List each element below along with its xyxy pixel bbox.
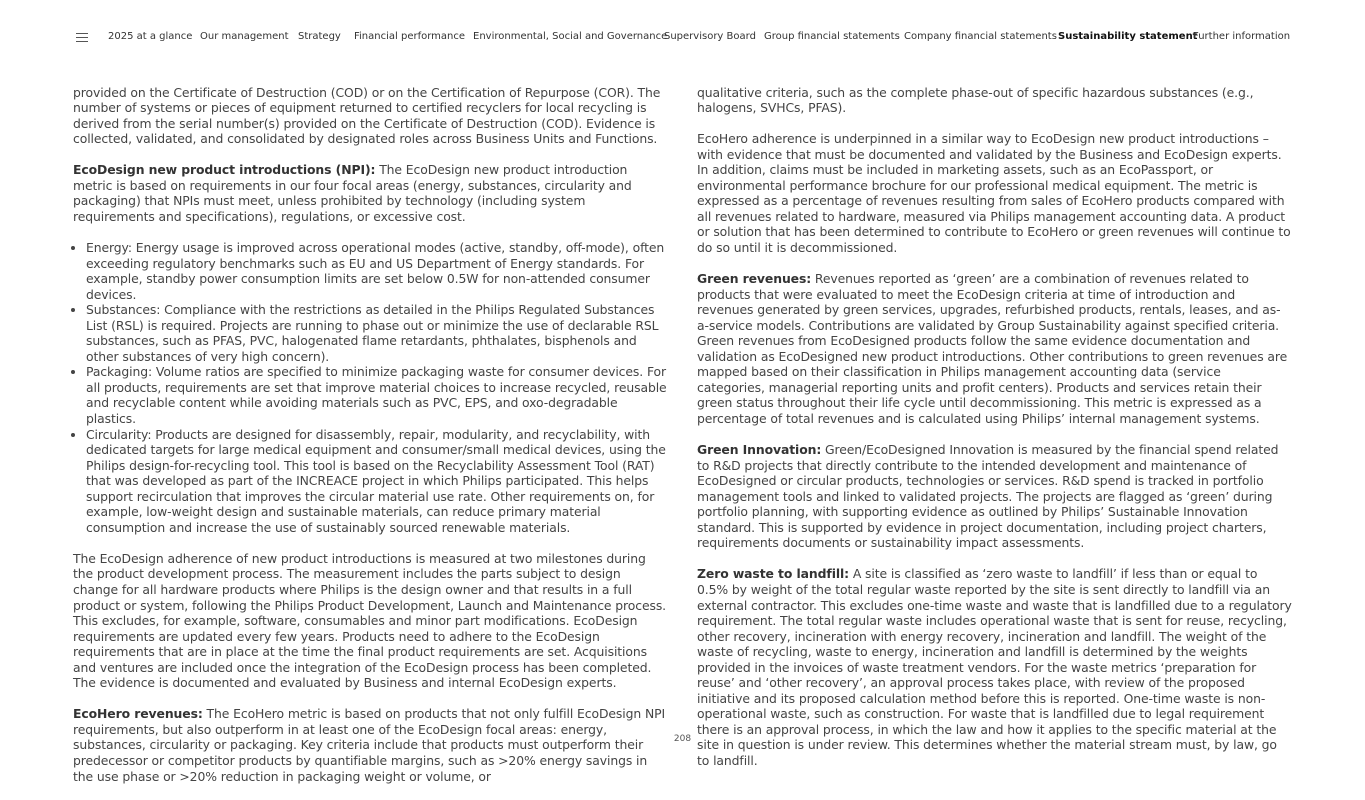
menu-icon[interactable]	[76, 33, 88, 42]
zero-waste-heading: Zero waste to landfill:	[697, 566, 849, 582]
npi-heading: EcoDesign new product introductions (NPI):	[73, 162, 376, 178]
paragraph-cod: provided on the Certificate of Destruction (COD) or on the Certification of Repurpose (COR). The number of systems or pieces of equipment returned to certified recyclers for local recycling is derived from the serial number(s) provided on the Certificate of Destruction (COD). Evidence is collected, validated, and consolidated by designated roles across Business Units and Functions.	[73, 84, 661, 147]
nav-item-2025-at-a-glance[interactable]: 2025 at a glance	[108, 31, 193, 42]
right-column	[697, 85, 1292, 785]
top-navigation	[0, 0, 1365, 74]
nav-item-our-management[interactable]: Our management	[200, 31, 289, 42]
list-item: • Substances: Compliance with the restrictions as detailed in the Philips Regulated Substances List (RSL) is required. Projects are running to phase out or minimize the use of declarable RSL substances, such as PFAS, PVC, halogenated flame retardants, phthalates, bisphenols and other substances of very high concern).	[86, 302, 668, 364]
green-innovation-heading: Green Innovation:	[697, 442, 822, 458]
nav-item-further-information[interactable]: Further information	[1193, 31, 1291, 42]
paragraph-ecohero-adherence: EcoHero adherence is underpinned in a similar way to EcoDesign new product introductions – with evidence that must be documented and validated by the Business and EcoDesign experts. In addition, claims must be included in marketing assets, such as an EcoPassport, or environmental performance brochure for our professional medical equipment. The metric is expressed as a percentage of revenues resulting from sales of EcoHero products compared with all revenues related to hardware, measured via Philips management accounting data. A product or solution that has been determined to contribute to EcoHero or green revenues will continue to do so until it is decommissioned.	[697, 131, 1291, 255]
paragraph-qualitative-criteria: qualitative criteria, such as the complete phase-out of specific hazardous substances (e.g., halogens, SVHCs, PFAS).	[697, 84, 1254, 116]
nav-item-financial-performance[interactable]: Financial performance	[354, 31, 466, 42]
page-number: 208	[673, 734, 692, 744]
paragraph-ecodesign-adherence: The EcoDesign adherence of new product introductions is measured at two milestones during the product development process. The measurement includes the parts subject to design change for all hardware products where Philips is the design owner and that results in a full product or system, following the Philips Product Development, Launch and Maintenance process. This excludes, for example, software, consumables and minor part modifications. EcoDesign requirements are updated every few years. Products need to adhere to the EcoDesign requirements that are in place at the time the final product requirements are set. Acquisitions and ventures are included once the integration of the EcoDesign process has been completed. The evidence is documented and evaluated by Business and internal EcoDesign experts.	[73, 550, 667, 691]
nav-item-strategy[interactable]: Strategy	[298, 31, 341, 42]
left-column	[73, 85, 668, 800]
paragraph-green-innovation	[697, 442, 1292, 551]
nav-item-esg[interactable]: Environmental, Social and Governance	[473, 31, 668, 42]
list-item: • Packaging: Volume ratios are specified to minimize packaging waste for consumer devices. For all products, requirements are set that improve material choices to increase recycled, reusable and recyclable content while avoiding materials such as PVC, EPS, and oxo-degradable plastics.	[86, 364, 668, 426]
nav-item-company-financial-statements[interactable]: Company financial statements	[904, 31, 1057, 42]
list-item: • Energy: Energy usage is improved across operational modes (active, standby, off-mode), often exceeding regulatory benchmarks such as EU and US Department of Energy standards. For example, standby power consumption limits are set below 0.5W for non-attended consumer devices.	[86, 240, 668, 302]
list-item: • Circularity: Products are designed for disassembly, repair, modularity, and recyclability, with dedicated targets for large medical equipment and consumer/small medical devices, using the Philips design-for-recycling tool. This tool is based on the Recyclability Assessment Tool (RAT) that was developed as part of the INCREACE project in which Philips participated. This helps support recirculation that improves the circular material use rate. Other requirements on, for example, low-weight design and sustainable materials, can reduce primary material consumption and increase the use of sustainably sourced renewable materials.	[86, 427, 668, 536]
green-revenues-text: Revenues reported as ‘green’ are a combination of revenues related to products that were evaluated to meet the EcoDesign criteria at time of introduction and revenues generated by green services, upgrades, refurbished products, rentals, leases, and as-a-service models. Contributions are validated by Group Sustainability against specified criteria. Green revenues from EcoDesigned products follow the same evidence documentation and validation as EcoDesigned new product introductions. Other contributions to green revenues are mapped based on their classification in Philips management accounting data (service categories, managerial reporting units and profit centers). Products and services retain their green status throughout their life cycle until decommissioning. This metric is expressed as a percentage of total revenues and is calculated using Philips’ internal management systems.	[697, 271, 1288, 426]
green-innovation-text: Green/EcoDesigned Innovation is measured by the financial spend related to R&D projects that directly contribute to the intended development and maintenance of EcoDesigned or circular products, technologies or services. R&D spend is tracked in portfolio management tools and linked to validated projects. The projects are flagged as ‘green’ during portfolio planning, with supporting evidence as outlined by Philips’ Sustainable Innovation standard. This is supported by evidence in project documentation, including project charters, requirements documents or sustainability impact assessments.	[697, 442, 1279, 551]
green-revenues-heading: Green revenues:	[697, 271, 812, 287]
nav-item-supervisory-board[interactable]: Supervisory Board	[664, 31, 756, 42]
npi-text: The EcoDesign new product introduction metric is based on requirements in our four focal areas (energy, substances, circularity and packaging) that NPIs must meet, unless prohibited by technology (including system requirements and specifications), regulations, or excessive cost.	[73, 162, 632, 224]
focal-areas-list	[73, 240, 668, 535]
ecohero-heading: EcoHero revenues:	[73, 706, 203, 722]
paragraph-green-revenues	[697, 271, 1292, 426]
paragraph-ecohero-revenues	[73, 706, 668, 784]
nav-item-sustainability-statement[interactable]: Sustainability statement	[1058, 31, 1198, 42]
zero-waste-text: A site is classified as ‘zero waste to landfill’ if less than or equal to 0.5% by weight of the total regular waste reported by the site is sent directly to landfill via an external contractor. This excludes one-time waste and waste that is landfilled due to a regulatory requirement. The total regular waste includes operational waste that is sent for reuse, recycling, other recovery, incineration with energy recovery, incineration and landfill. The weight of the waste of recycling, waste to energy, incineration and landfill is determined by the weights provided in the invoices of waste treatment vendors. For the waste metrics ‘preparation for reuse’ and ‘other recovery’, an approval process takes place, with review of the proposed initiative and its proposed calculation method before this is reported. One-time waste is non-operational waste, such as construction. For waste that is landfilled due to legal requirement there is an approval process, in which the law and how it applies to the specific material at the site in question is under review. This determines whether the material stream must, by law, go to landfill.	[697, 566, 1292, 769]
ecohero-text: The EcoHero metric is based on products that not only fulfill EcoDesign NPI requirements, but also outperform in at least one of the EcoDesign focal areas: energy, substances, circularity or packaging. Key criteria include that products must outperform their predecessor or competitor products by quantifiable margins, such as >20% energy savings in the use phase or >20% reduction in packaging weight or volume, or	[73, 706, 666, 784]
paragraph-npi	[73, 162, 668, 224]
nav-item-group-financial-statements[interactable]: Group financial statements	[764, 31, 900, 42]
